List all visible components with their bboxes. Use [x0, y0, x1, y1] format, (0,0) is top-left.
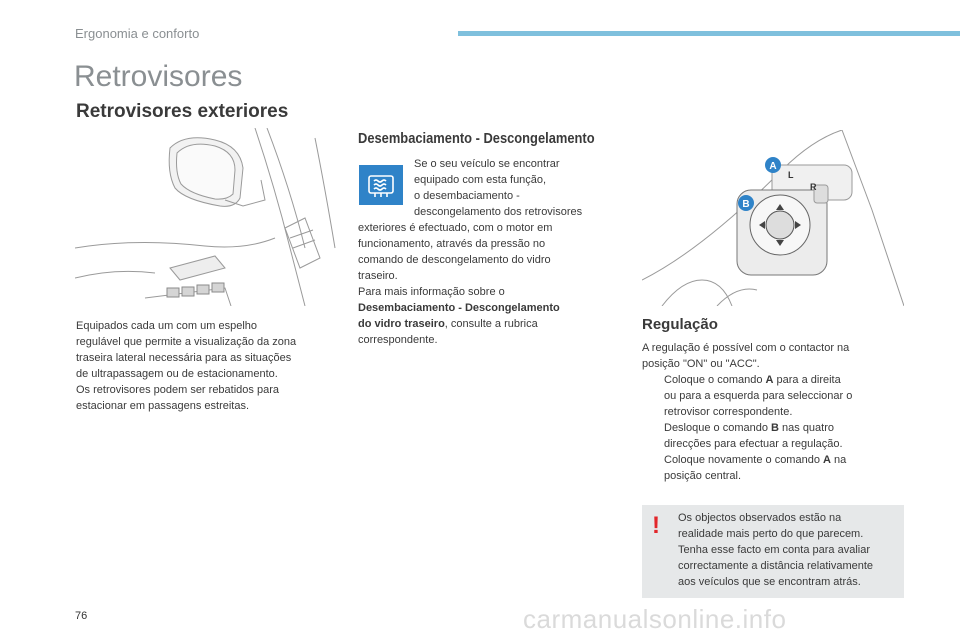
- page-number: 76: [75, 610, 88, 622]
- cross-reference: Desembaciamento - Descongelamento: [358, 302, 560, 314]
- text-line: correspondente.: [358, 334, 438, 346]
- section-header: Ergonomia e conforto: [75, 26, 200, 41]
- text-line: correctamente a distância relativamente: [678, 560, 874, 572]
- text-line: Para mais informação sobre o: [358, 286, 505, 298]
- text-line: equipado com esta função,: [414, 174, 547, 186]
- text-fragment: , consulte a rubrica: [444, 318, 538, 330]
- text-line: o desembaciamento -: [414, 190, 520, 202]
- text-line: traseira lateral necessária para as situações: [76, 352, 292, 364]
- text-fragment: ou para a esquerda para seleccionar o: [664, 390, 853, 402]
- text-line: Equipados cada um com um espelho: [76, 320, 257, 332]
- text-line: Os objectos observados estão na: [678, 512, 842, 524]
- text-line: realidade mais perto do que parecem.: [678, 528, 864, 540]
- text-fragment: posição central.: [664, 470, 742, 482]
- text-line: descongelamento dos retrovisores: [414, 206, 583, 218]
- text-line: funcionamento, através da pressão no: [358, 238, 546, 250]
- callout-a: A: [769, 161, 777, 172]
- switch-left-label: L: [788, 170, 794, 180]
- switch-right-label: R: [810, 182, 817, 192]
- callout-b: B: [742, 199, 750, 210]
- text-fragment: Coloque o comando: [664, 374, 766, 386]
- bullet-icon: [642, 452, 664, 484]
- text-line: Se o seu veículo se encontrar: [414, 158, 560, 170]
- mirror-description: [76, 318, 338, 414]
- text-line: Os retrovisores podem ser rebatidos para: [76, 384, 279, 396]
- text-line: regulável que permite a visualização da zona: [76, 336, 297, 348]
- text-fragment: na: [830, 454, 847, 466]
- text-fragment: Coloque novamente o comando: [664, 454, 823, 466]
- text-fragment: retrovisor correspondente.: [664, 406, 793, 418]
- warning-icon: !: [652, 512, 660, 539]
- text-line: posição "ON" ou "ACC".: [642, 358, 760, 370]
- warning-text: [678, 510, 902, 590]
- page-title: Retrovisores: [74, 60, 243, 93]
- text-fragment: direcções para efectuar a regulação.: [664, 438, 843, 450]
- list-item: [642, 452, 904, 484]
- text-fragment: nas quatro: [778, 422, 835, 434]
- control-key: A: [765, 374, 774, 386]
- cross-reference: do vidro traseiro: [358, 318, 445, 330]
- adjustment-text: [642, 340, 904, 484]
- mirror-control-illustration: [642, 130, 904, 306]
- control-key: B: [771, 422, 779, 434]
- text-line: exteriores é efectuado, com o motor em: [358, 222, 553, 234]
- text-line: comando de descongelamento do vidro: [358, 254, 551, 266]
- mirror-illustration: [75, 128, 337, 306]
- defrost-text: [358, 156, 608, 348]
- list-item: [642, 372, 904, 420]
- bullet-icon: [642, 372, 664, 420]
- section-subtitle: Retrovisores exteriores: [76, 101, 289, 122]
- text-line: aos veículos que se encontram atrás.: [678, 576, 861, 588]
- bullet-icon: [642, 420, 664, 452]
- watermark: carmanualsonline.info: [523, 604, 787, 634]
- header-bar: [458, 31, 960, 36]
- list-item: [642, 420, 904, 452]
- text-line: Tenha esse facto em conta para avaliar: [678, 544, 871, 556]
- text-fragment: Desloque o comando: [664, 422, 772, 434]
- control-key: A: [823, 454, 831, 466]
- text-fragment: para a direita: [773, 374, 841, 386]
- text-line: traseiro.: [358, 270, 398, 282]
- text-line: estacionar em passagens estreitas.: [76, 400, 250, 412]
- text-line: de ultrapassagem ou de estacionamento.: [76, 368, 278, 380]
- text-line: A regulação é possível com o contactor na: [642, 342, 850, 354]
- defrost-heading: Desembaciamento - Descongelamento: [358, 130, 595, 147]
- adjustment-heading: Regulação: [642, 316, 718, 333]
